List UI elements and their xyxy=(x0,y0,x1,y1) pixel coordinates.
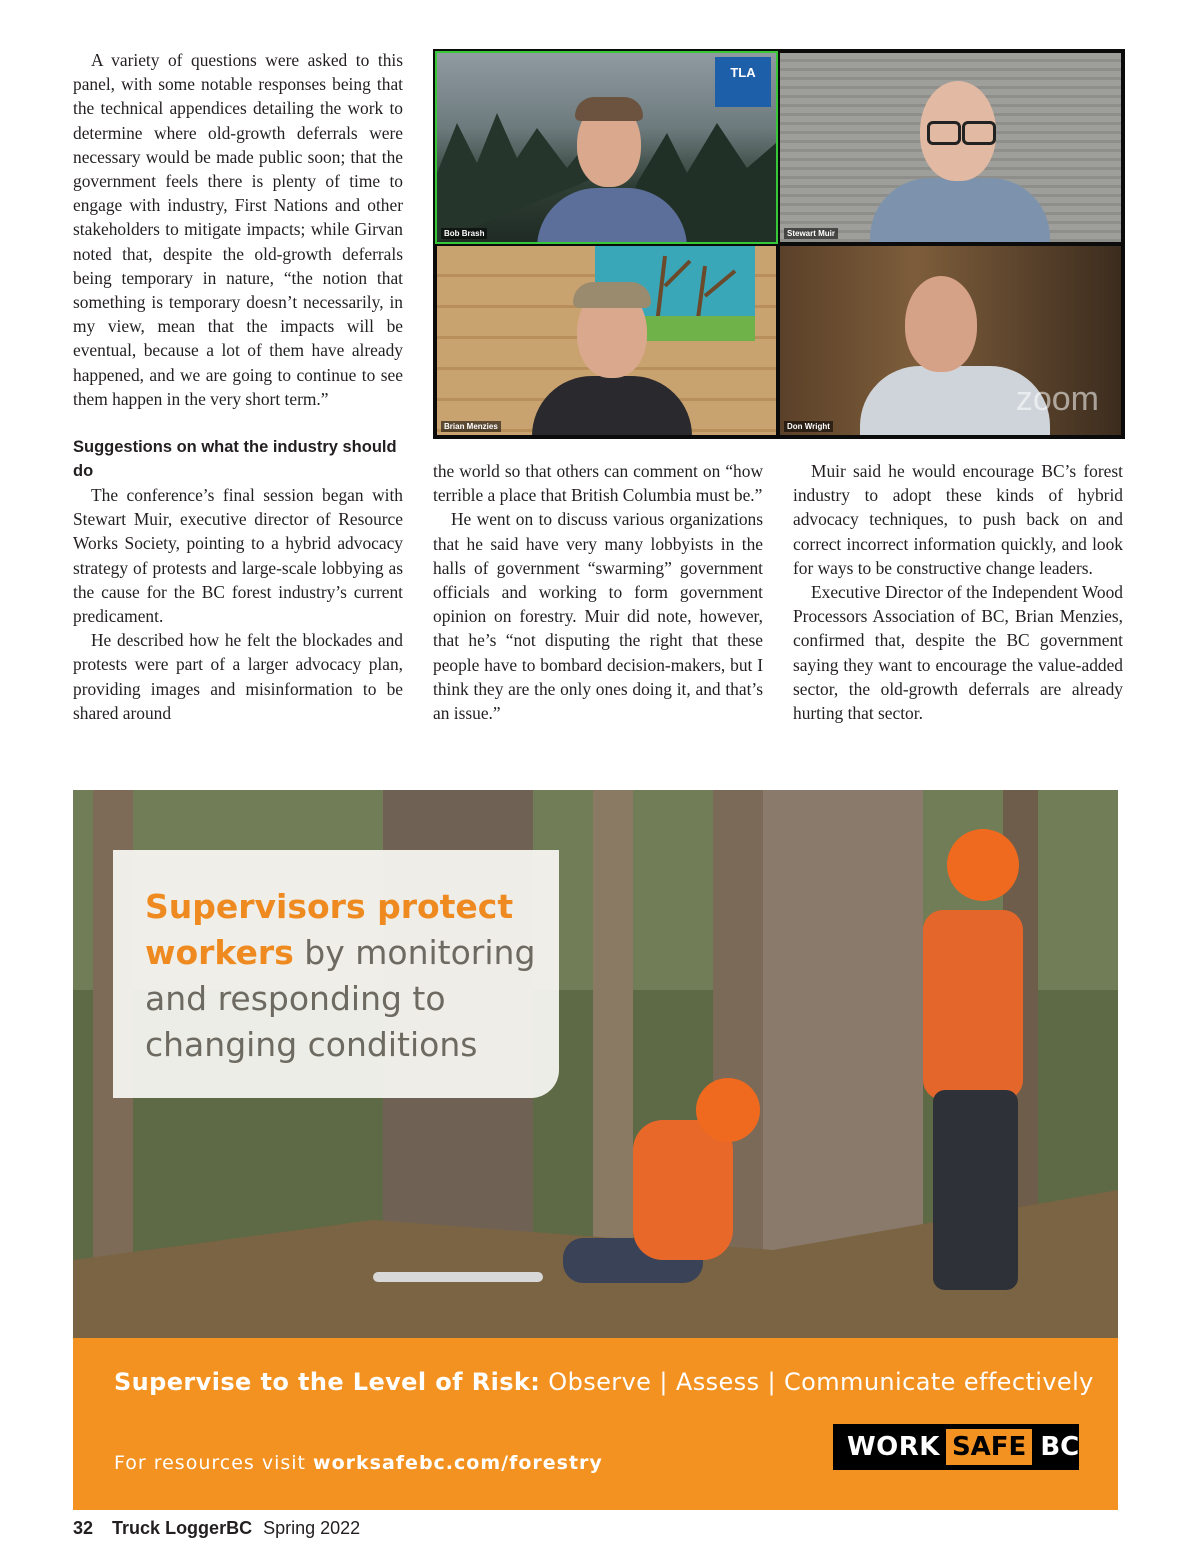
participant-name: Bob Brash xyxy=(441,228,487,239)
video-tile xyxy=(780,53,1121,242)
logo-safe: SAFE xyxy=(946,1429,1032,1465)
paragraph: He described how he felt the blockades and protests were part of a larger advocacy plan, providing images and misinformation to be shared around xyxy=(73,630,403,723)
ad-tagline-bold: Supervise to the Level of Risk: xyxy=(114,1368,541,1396)
paragraph: The conference’s final session began with Stewart Muir, executive director of Resource Works Society, pointing to a hybrid advocacy strategy of protests and large-scale lobbying as the cause for the BC forest industry’s current predicament. xyxy=(73,485,403,627)
paragraph: the world so that others can comment on “how terrible a place that British Columbia must be.” xyxy=(433,461,763,506)
zoom-meeting-photo xyxy=(433,49,1125,439)
paragraph: Muir said he would encourage BC’s forest industry to adopt these kinds of hybrid advocacy techniques, to push back on and correct incorrect information quickly, and look for ways to be constructive change leaders. xyxy=(793,461,1123,578)
ad-resources-url[interactable]: worksafebc.com/forestry xyxy=(313,1452,603,1474)
left-column xyxy=(73,48,403,725)
ad-headline-box xyxy=(113,850,559,1098)
video-tile xyxy=(437,246,776,435)
paragraph: Executive Director of the Independent Wood Processors Association of BC, Brian Menzies, confirmed that, despite the BC government saying they want to encourage the value-added sector, the old-growth deferrals are already hurting that sector. xyxy=(793,582,1123,724)
page-footer xyxy=(73,1518,360,1539)
video-tile xyxy=(780,246,1121,435)
ad-headline-highlight: Supervisors protect workers xyxy=(145,887,514,972)
right-column xyxy=(793,459,1123,725)
ad-orange-band xyxy=(73,1338,1118,1510)
participant-name: Brian Menzies xyxy=(441,421,501,432)
worksafebc-advertisement xyxy=(73,790,1118,1510)
page-number: 32 xyxy=(73,1518,94,1538)
glasses-icon xyxy=(927,121,961,145)
participant-name: Stewart Muir xyxy=(784,228,838,239)
tla-logo: TLA xyxy=(715,57,771,107)
magazine-title: Truck LoggerBC xyxy=(112,1518,253,1538)
ad-resources xyxy=(114,1452,603,1474)
zoom-watermark: zoom xyxy=(1015,380,1099,418)
ad-headline-rest: by monitoring and responding to changing conditions xyxy=(145,933,536,1064)
issue-date: Spring 2022 xyxy=(263,1518,361,1538)
section-heading: Suggestions on what the industry should do xyxy=(73,438,397,481)
ad-resources-prefix: For resources visit xyxy=(114,1452,314,1474)
paragraph: A variety of questions were asked to this panel, with some notable responses being that the technical appendices detailing the work to determine where old-growth deferrals were necessary would be made public soon; that the government feels there is plenty of time to engage with industry, First Nations and other stakeholders to mitigate impacts; while Girvan noted that, despite the old-growth deferrals being temporary in nature, “the notion that something is temporary doesn’t necessarily, in my view, mean that the impacts will be eventual, because a lot of them have already happened, and we are going to continue to see them happen in the very short term.” xyxy=(73,50,403,409)
participant-name: Don Wright xyxy=(784,421,833,432)
ad-tagline xyxy=(114,1368,1094,1396)
logo-bc: BC xyxy=(1040,1432,1080,1462)
ad-headline xyxy=(145,884,555,1068)
paragraph: He went on to discuss various organizations that he said have very many lobbyists in the halls of government “swarming” government officials and working to form government opinion on forestry. Muir did note, however, that he’s “not disputing the right that these people have to bombard decision-makers, but I think they are the only ones doing it, and that’s an issue.” xyxy=(433,509,763,724)
middle-column xyxy=(433,459,763,725)
logo-work: WORK xyxy=(847,1432,940,1462)
worksafebc-logo xyxy=(833,1424,1079,1470)
video-tile xyxy=(437,53,776,242)
ad-tagline-rest: Observe | Assess | Communicate effectively xyxy=(540,1368,1094,1396)
